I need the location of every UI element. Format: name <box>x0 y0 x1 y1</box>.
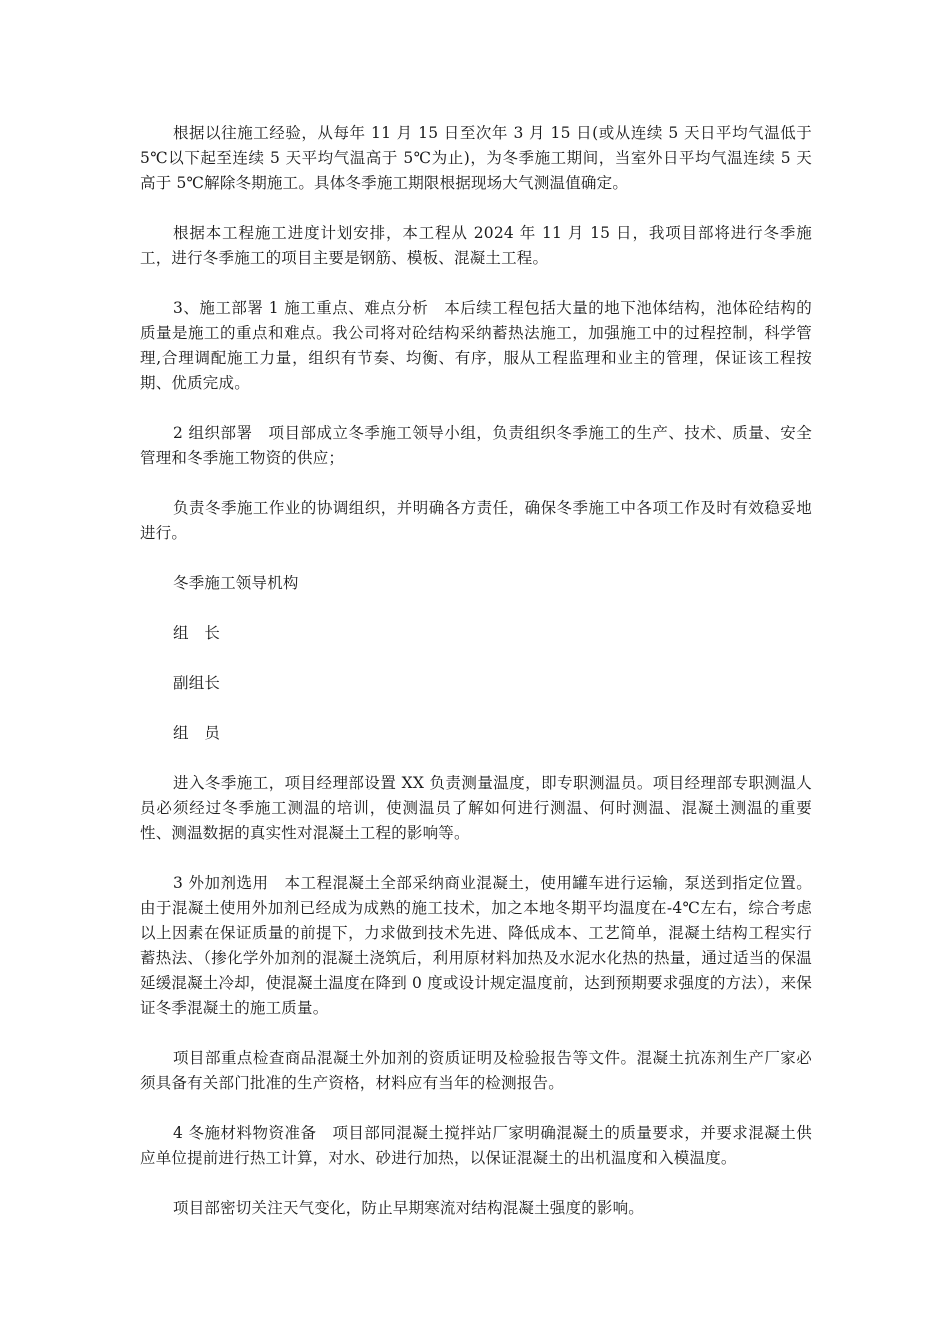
paragraph-admixture-inspection: 项目部重点检查商品混凝土外加剂的资质证明及检验报告等文件。混凝土抗冻剂生产厂家必须具备有关部门批准的生产资格，材料应有当年的检测报告。 <box>140 1049 812 1092</box>
role-leader: 组 长 <box>173 624 221 642</box>
paragraph-construction-deployment: 3、施工部署 1 施工重点、难点分析 本后续工程包括大量的地下池体结构，池体砼结构的质量是施工的重点和难点。我公司将对砼结构采纳蓄热法施工，加强施工中的过程控制，科学管理,合理调配施工力量，组织有节奏、均衡、有序，服从工程监理和业主的管理，保证该工程按期、优质完成。 <box>140 299 812 392</box>
document-body <box>140 121 818 1246</box>
role-deputy-leader: 副组长 <box>173 674 221 692</box>
paragraph-schedule: 根据本工程施工进度计划安排，本工程从 2024 年 11 月 15 日，我项目部将进行冬季施工，进行冬季施工的项目主要是钢筋、模板、混凝土工程。 <box>140 224 812 267</box>
role-member: 组 员 <box>173 724 221 742</box>
paragraph-materials-preparation: 4 冬施材料物资准备 项目部同混凝土搅拌站厂家明确混凝土的质量要求，并要求混凝土供应单位提前进行热工计算，对水、砂进行加热，以保证混凝土的出机温度和入模温度。 <box>140 1124 812 1167</box>
paragraph-temperature-measurement: 进入冬季施工，项目经理部设置 XX 负责测量温度，即专职测温员。项目经理部专职测温人员必须经过冬季施工测温的培训，使测温员了解如何进行测温、何时测温、混凝土测温的重要性、测温数据的真实性对混凝土工程的影响等。 <box>140 774 812 842</box>
paragraph-organization: 2 组织部署 项目部成立冬季施工领导小组，负责组织冬季施工的生产、技术、质量、安全管理和冬季施工物资的供应； <box>140 424 812 467</box>
paragraph-coordination: 负责冬季施工作业的协调组织，并明确各方责任，确保冬季施工中各项工作及时有效稳妥地进行。 <box>140 499 812 542</box>
paragraph-admixture-selection: 3 外加剂选用 本工程混凝土全部采纳商业混凝土，使用罐车进行运输，泵送到指定位置。由于混凝土使用外加剂已经成为成熟的施工技术，加之本地冬期平均温度在-4℃左右，综合考虑以上因素在保证质量的前提下，力求做到技术先进、降低成本、工艺简单，混凝土结构工程实行蓄热法、（掺化学外加剂的混凝土浇筑后，利用原材料加热及水泥水化热的热量，通过适当的保温延缓混凝土冷却，使混凝土温度在降到 0 度或设计规定温度前，达到预期要求强度的方法），来保证冬季混凝土的施工质量。 <box>140 874 812 1017</box>
heading-leadership: 冬季施工领导机构 <box>173 574 299 592</box>
paragraph-weather-monitoring: 项目部密切关注天气变化，防止早期寒流对结构混凝土强度的影响。 <box>173 1199 645 1217</box>
paragraph-winter-period: 根据以往施工经验，从每年 11 月 15 日至次年 3 月 15 日(或从连续 5 天日平均气温低于 5℃以下起至连续 5 天平均气温高于 5℃为止)，为冬季施工期间，当室外日平均气温连续 5 天高于 5℃解除冬期施工。具体冬季施工期限根据现场大气测温值确定。 <box>140 124 818 192</box>
